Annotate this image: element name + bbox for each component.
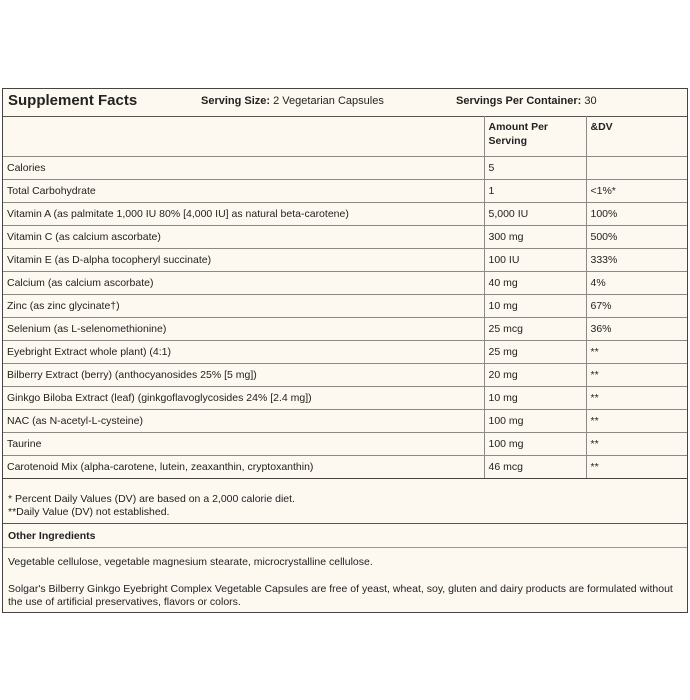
dv-cell: ** <box>586 456 687 479</box>
facts-table <box>3 116 687 479</box>
nutrient-name-cell: Selenium (as L-selenomethionine) <box>3 318 484 341</box>
amount-cell: 20 mg <box>484 364 586 387</box>
amount-cell: 46 mcg <box>484 456 586 479</box>
dv-cell: 67% <box>586 295 687 318</box>
dv-cell: ** <box>586 387 687 410</box>
dv-cell: 4% <box>586 272 687 295</box>
amount-cell: 40 mg <box>484 272 586 295</box>
amount-cell: 5,000 IU <box>484 203 586 226</box>
panel-header <box>3 89 687 117</box>
nutrient-name-cell: Calories <box>3 157 484 180</box>
table-row <box>3 157 687 180</box>
amount-cell: 1 <box>484 180 586 203</box>
table-row <box>3 433 687 456</box>
dv-cell: <1%* <box>586 180 687 203</box>
amount-cell: 100 IU <box>484 249 586 272</box>
servings-per-container-value: 30 <box>581 95 597 107</box>
table-row <box>3 295 687 318</box>
nutrient-name-cell: Vitamin E (as D-alpha tocopheryl succinate) <box>3 249 484 272</box>
nutrient-name-cell: Zinc (as zinc glycinate†) <box>3 295 484 318</box>
dv-cell: 333% <box>586 249 687 272</box>
column-header-nutrient <box>3 116 484 157</box>
table-row <box>3 387 687 410</box>
amount-cell: 25 mcg <box>484 318 586 341</box>
table-row <box>3 318 687 341</box>
nutrient-name-cell: Ginkgo Biloba Extract (leaf) (ginkgoflavoglycosides 24% [2.4 mg]) <box>3 387 484 410</box>
divider <box>3 547 687 548</box>
nutrient-name-cell: Vitamin C (as calcium ascorbate) <box>3 226 484 249</box>
dv-cell: ** <box>586 341 687 364</box>
serving-size-value: 2 Vegetarian Capsules <box>270 95 384 107</box>
amount-cell: 100 mg <box>484 433 586 456</box>
table-header-row <box>3 116 687 157</box>
table-row <box>3 249 687 272</box>
supplement-facts-panel <box>2 88 688 613</box>
amount-cell: 25 mg <box>484 341 586 364</box>
nutrient-name-cell: Carotenoid Mix (alpha-carotene, lutein, zeaxanthin, cryptoxanthin) <box>3 456 484 479</box>
table-row <box>3 272 687 295</box>
nutrient-name-cell: Total Carbohydrate <box>3 180 484 203</box>
footnotes <box>8 493 295 519</box>
footnote-percent-dv: * Percent Daily Values (DV) are based on a 2,000 calorie diet. <box>8 493 295 505</box>
dv-cell: 100% <box>586 203 687 226</box>
amount-cell: 10 mg <box>484 295 586 318</box>
table-row <box>3 456 687 479</box>
dv-cell <box>586 157 687 180</box>
table-row <box>3 341 687 364</box>
column-header-dv: &DV <box>586 116 687 157</box>
serving-size-label: Serving Size: <box>201 95 271 107</box>
dv-cell: 500% <box>586 226 687 249</box>
divider <box>3 523 687 524</box>
dv-cell: ** <box>586 433 687 456</box>
dv-cell: ** <box>586 410 687 433</box>
amount-cell: 100 mg <box>484 410 586 433</box>
dv-cell: 36% <box>586 318 687 341</box>
table-row <box>3 226 687 249</box>
column-header-amount: Amount Per Serving <box>484 116 586 157</box>
panel-title: Supplement Facts <box>8 92 138 109</box>
servings-per-container-label: Servings Per Container: <box>456 95 582 107</box>
nutrient-name-cell: Taurine <box>3 433 484 456</box>
allergen-statement: Solgar's Bilberry Ginkgo Eyebright Complex Vegetable Capsules are free of yeast, wheat, soy, gluten and dairy products are formulated without the use of artificial preservatives, flavors or colors. <box>8 583 673 608</box>
table-row <box>3 364 687 387</box>
serving-size <box>201 95 384 107</box>
amount-cell: 5 <box>484 157 586 180</box>
table-row <box>3 203 687 226</box>
amount-cell: 300 mg <box>484 226 586 249</box>
footnote-dv-not-established: **Daily Value (DV) not established. <box>8 506 170 518</box>
dv-cell: ** <box>586 364 687 387</box>
amount-cell: 10 mg <box>484 387 586 410</box>
other-ingredients-title: Other Ingredients <box>8 530 96 542</box>
table-row <box>3 180 687 203</box>
nutrient-name-cell: Bilberry Extract (berry) (anthocyanosides 25% [5 mg]) <box>3 364 484 387</box>
table-row <box>3 410 687 433</box>
nutrient-name-cell: NAC (as N-acetyl-L-cysteine) <box>3 410 484 433</box>
servings-per-container <box>456 95 597 107</box>
nutrient-name-cell: Vitamin A (as palmitate 1,000 IU 80% [4,000 IU] as natural beta-carotene) <box>3 203 484 226</box>
nutrient-name-cell: Calcium (as calcium ascorbate) <box>3 272 484 295</box>
other-ingredients-text: Vegetable cellulose, vegetable magnesium stearate, microcrystalline cellulose. <box>8 556 373 568</box>
nutrient-name-cell: Eyebright Extract whole plant) (4:1) <box>3 341 484 364</box>
